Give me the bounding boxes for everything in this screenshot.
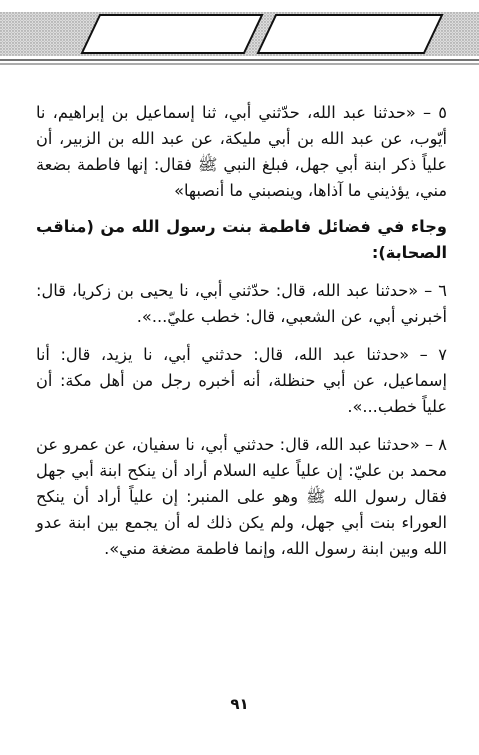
paragraph-hadith-7: ٧ – «حدثنا عبد الله، قال: حدثني أبي، نا يزيد، قال: أنا إسماعيل، عن أبي حنظلة، أنه أخبره رجل من أهل مكة: أن علياً خطب...».: [36, 345, 447, 416]
paragraph-hadith-6: ٦ – «حدثنا عبد الله، قال: حدّثني أبي، نا يحيى بن زكريا، قال: أخبرني أبي، عن الشعبي، قال: خطب عليّ...».: [36, 281, 447, 326]
decorative-header-band: [0, 0, 479, 68]
section-heading: وجاء في فضائل فاطمة بنت رسول الله من (مناقب الصحابة):: [36, 217, 447, 262]
page-body: [36, 100, 447, 562]
page-number: ٩١: [230, 695, 249, 713]
paragraph-hadith-8: ٨ – «حدثنا عبد الله، قال: حدثني أبي، نا سفيان، عن عمرو عن محمد بن عليّ: إن علياً عليه السلام أراد أن ينكح ابنة أبي جهل فقال رسول الله ﷺ وهو على المنبر: إن علياً أراد أن ينكح العوراء بنت أبي جهل، ولم يكن ذلك له أن يجمع بين ابنة عدو الله وبين ابنة رسول الله، وإنما فاطمة مضغة مني».: [36, 435, 447, 558]
paragraph-hadith-5: ٥ – «حدثنا عبد الله، حدّثني أبي، ثنا إسماعيل بن إبراهيم، نا أيّوب، عن عبد الله بن أبي مليكة، عن عبد الله بن الزبير، أن علياً ذكر ابنة أبي جهل، فبلغ النبي ﷺ فقال: إنها فاطمة بضعة مني، يؤذيني ما آذاها، وينصبني ما أنصبها»: [36, 103, 447, 200]
